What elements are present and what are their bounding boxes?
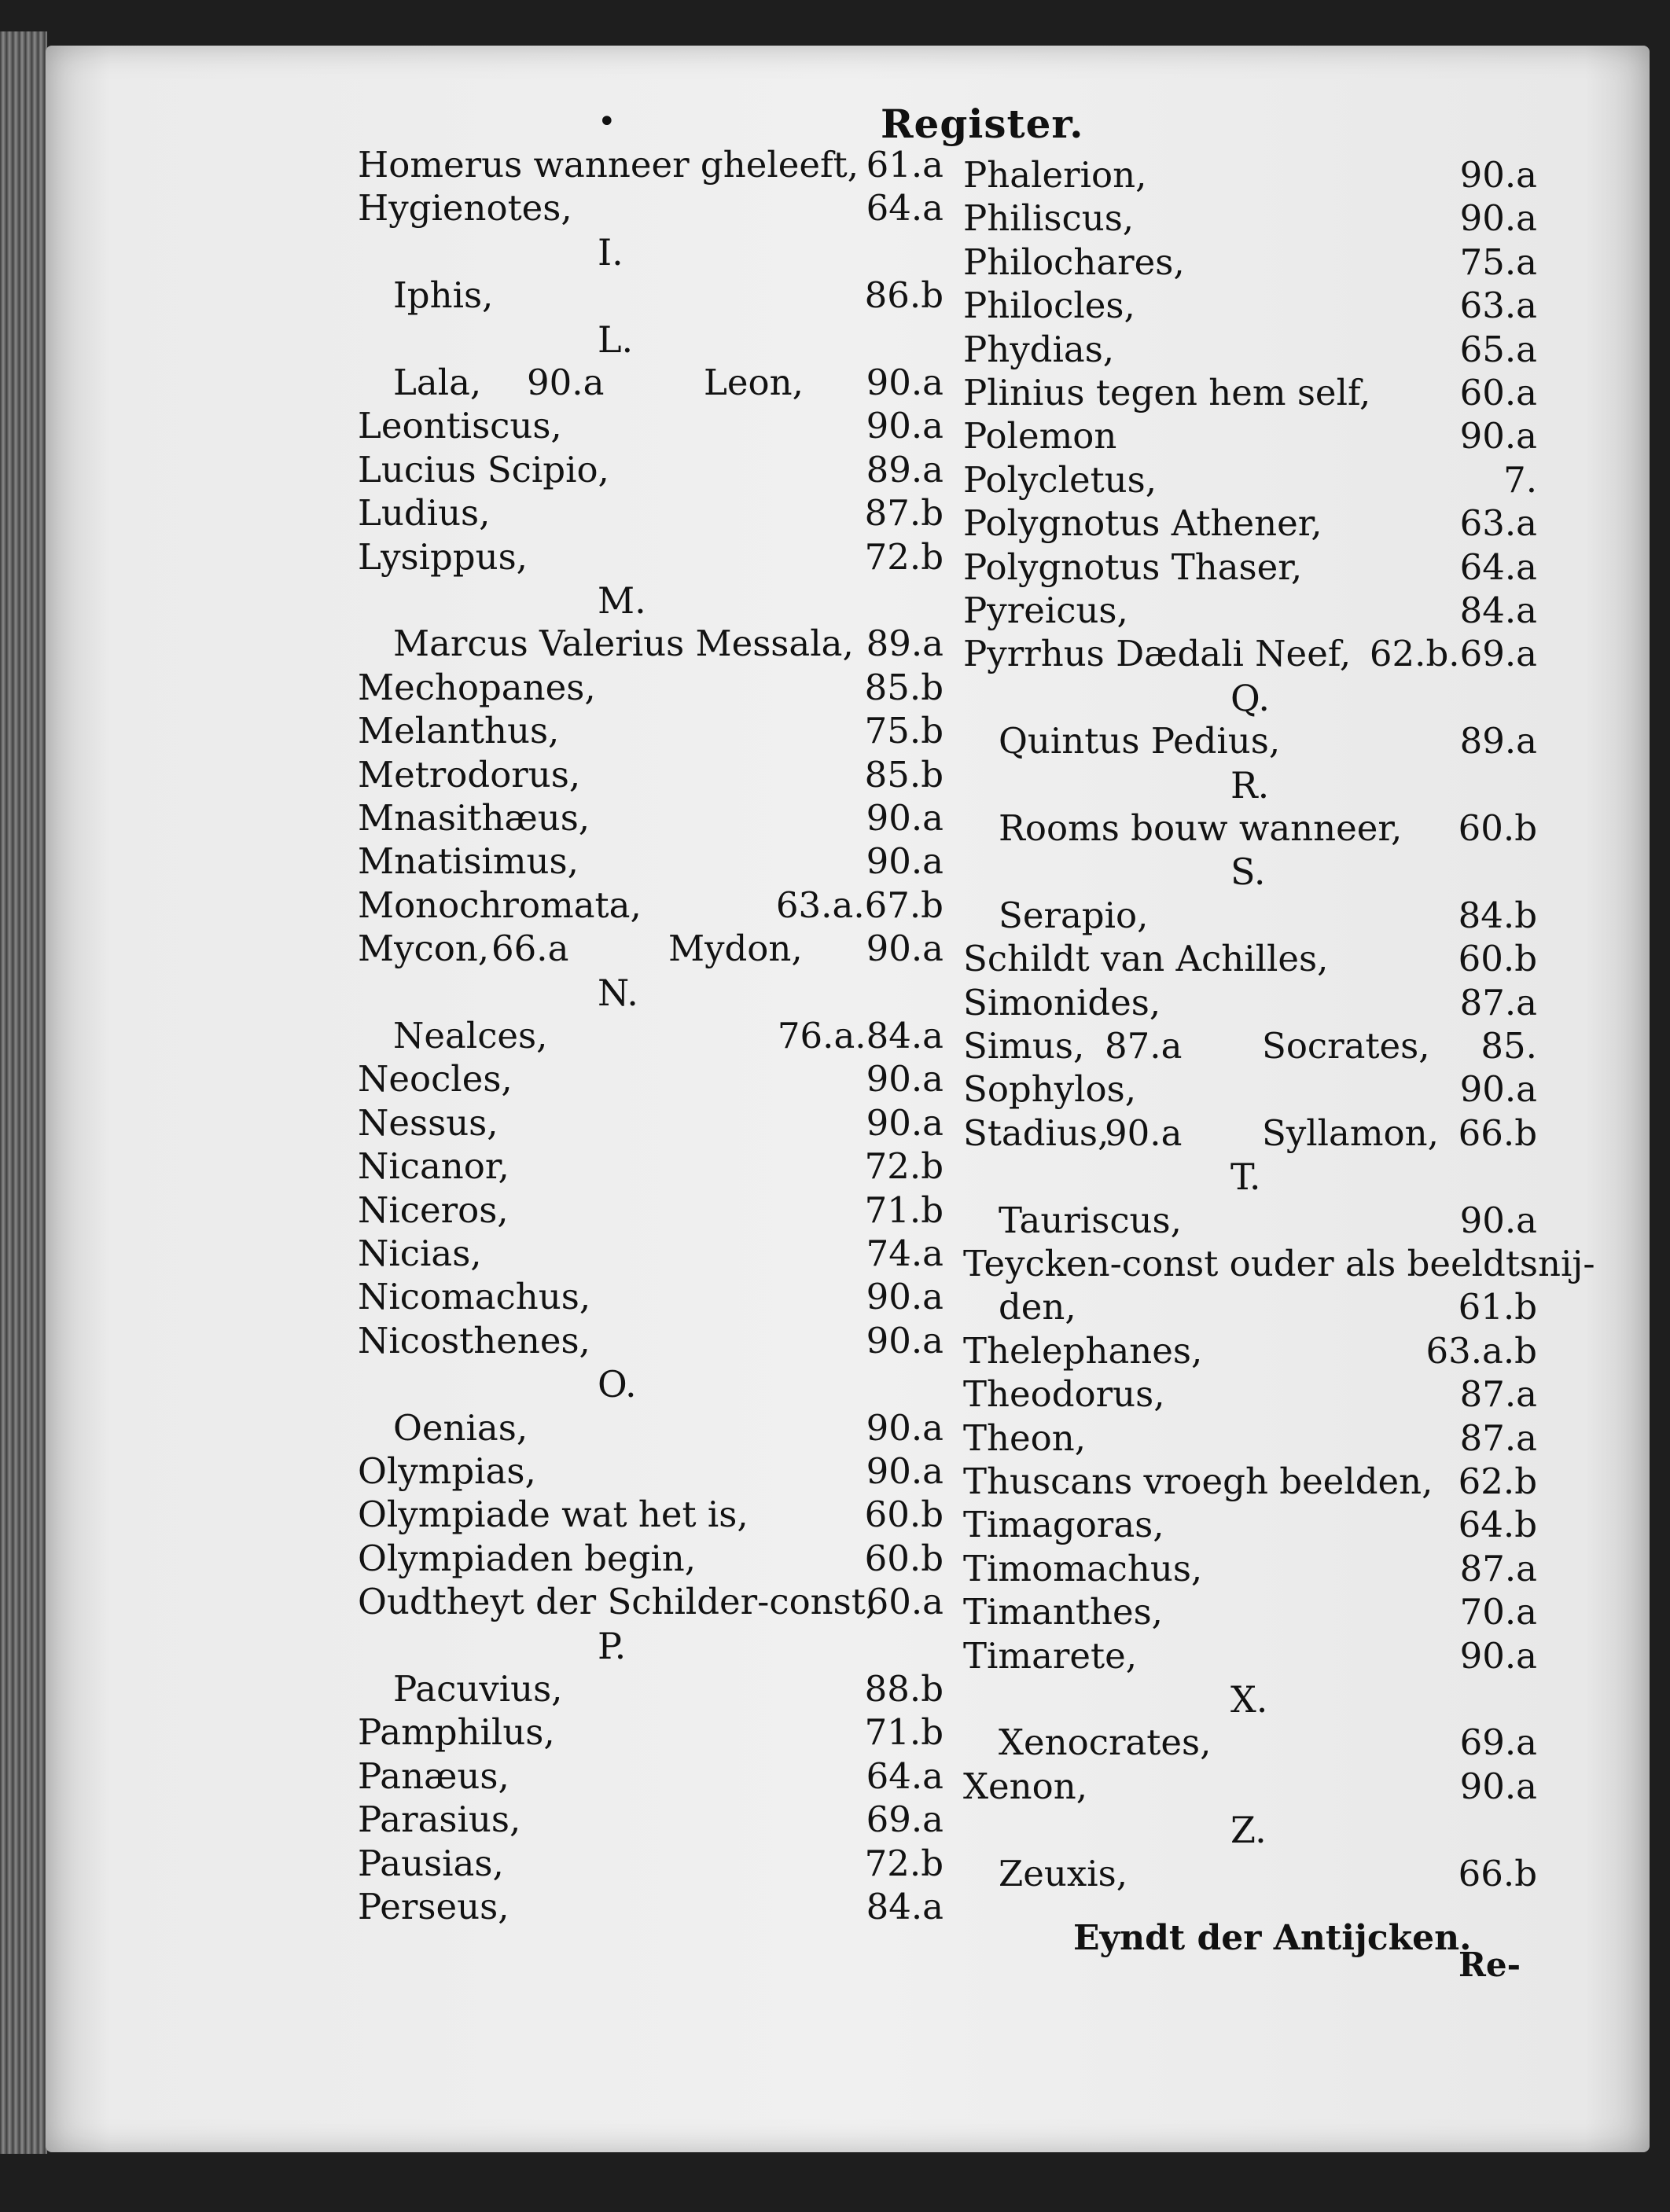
index-entry	[963, 328, 1537, 372]
section-letter: P.	[598, 1624, 627, 1667]
entry-page-ref: 71.b	[864, 1189, 944, 1231]
index-entry	[963, 284, 1537, 328]
index-entry	[963, 1372, 1537, 1416]
index-entry	[999, 807, 1537, 851]
entry-name: Mnatisimus,	[358, 840, 579, 883]
index-entry	[358, 666, 944, 710]
entry-page-ref: 75.a	[1459, 241, 1537, 283]
index-entry	[358, 1145, 944, 1189]
entry-name: Plinius tegen hem self,	[963, 372, 1371, 413]
index-entry	[963, 632, 1537, 676]
entry-name: Pyreicus,	[963, 590, 1128, 631]
entry-name: Syllamon,	[1262, 1112, 1439, 1154]
entry-name: Polycletus,	[963, 458, 1157, 501]
entry-page-ref: 60.a	[1459, 372, 1537, 413]
section-letter: M.	[598, 579, 646, 622]
entry-name: Metrodorus,	[358, 753, 581, 796]
entry-page-ref: 65.a	[1459, 328, 1537, 370]
entry-name: den,	[999, 1286, 1076, 1328]
entry-name: Melanthus,	[358, 710, 560, 752]
entry-page-ref: 90.a	[866, 840, 944, 883]
index-entry	[999, 1721, 1537, 1765]
index-entry	[963, 1329, 1537, 1373]
entry-name: Timanthes,	[963, 1591, 1163, 1633]
index-entry	[358, 1885, 944, 1929]
entry-name: Olympiaden begin,	[358, 1537, 697, 1579]
index-entry	[358, 1232, 944, 1276]
index-entry	[358, 535, 944, 579]
entry-page-ref: 90.a	[1459, 415, 1537, 457]
entry-name: Philocles,	[963, 285, 1135, 327]
index-entry	[358, 1189, 944, 1233]
entry-page-ref: 70.a	[1459, 1591, 1537, 1633]
entry-name: Serapio,	[999, 894, 1149, 936]
catchword: Re-	[1458, 1946, 1521, 1984]
page-title: Register.	[881, 101, 1084, 147]
index-entry	[963, 197, 1537, 241]
entry-page-ref: 74.a	[866, 1233, 944, 1274]
entry-name: Oenias,	[393, 1406, 528, 1449]
entry-name: Mechopanes,	[358, 666, 596, 708]
index-entry	[358, 1450, 944, 1494]
section-letter: S.	[1230, 851, 1266, 894]
index-entry	[963, 241, 1537, 285]
entry-page-ref: 87.a	[1459, 1547, 1537, 1589]
entry-page-ref: 87.a	[1459, 981, 1537, 1023]
index-entry	[963, 981, 1537, 1025]
index-entry	[358, 1710, 944, 1755]
index-entry	[358, 1057, 944, 1101]
entry-page-ref: 61.a	[866, 144, 944, 186]
entry-page-ref: 84.b	[1458, 894, 1537, 936]
entry-page-ref: 89.a	[866, 448, 944, 491]
entry-page-ref: 90.a	[1459, 1634, 1537, 1677]
entry-name: Parasius,	[358, 1799, 521, 1841]
entry-page-ref: 63.a.b	[1425, 1329, 1537, 1372]
entry-name: Pyrrhus Dædali Neef,	[963, 633, 1352, 675]
end-note: Eyndt der Antijcken.	[1073, 1918, 1472, 1958]
entry-page-ref: 87.a	[1105, 1025, 1183, 1067]
index-entry	[963, 1416, 1537, 1461]
entry-name: Lucius Scipio,	[358, 448, 609, 491]
entry-name: Xenon,	[963, 1765, 1088, 1807]
entry-page-ref: 86.b	[864, 274, 944, 317]
index-entry	[999, 894, 1537, 938]
entry-page-ref: 64.a	[1459, 546, 1537, 588]
entry-page-ref: 90.a	[866, 1406, 944, 1449]
entry-page-ref: 60.b	[864, 1494, 944, 1536]
index-entry	[358, 1842, 944, 1886]
entry-name: Pausias,	[358, 1842, 504, 1884]
entry-page-ref: 90.a	[866, 405, 944, 447]
entry-page-ref: 62.b	[1458, 1461, 1537, 1502]
entry-page-ref: 89.a	[866, 623, 944, 665]
index-entry	[999, 1852, 1537, 1896]
index-entry	[358, 1537, 944, 1581]
index-entry	[963, 546, 1537, 590]
index-entry	[963, 1067, 1537, 1112]
index-entry	[963, 458, 1537, 502]
entry-page-ref: 90.a	[866, 1058, 944, 1100]
entry-name: Lysippus,	[358, 535, 528, 578]
entry-name: Olympiade wat het is,	[358, 1494, 749, 1536]
index-entry	[358, 1275, 944, 1319]
entry-name: Nicias,	[358, 1233, 482, 1274]
entry-name: Pamphilus,	[358, 1711, 555, 1754]
entry-name: Nessus,	[358, 1101, 498, 1144]
index-entry	[963, 371, 1537, 415]
entry-page-ref: 85.b	[864, 753, 944, 796]
entry-name: Xenocrates,	[999, 1721, 1212, 1764]
entry-name: Phalerion,	[963, 154, 1147, 196]
entry-page-ref: 90.a	[1105, 1112, 1183, 1154]
entry-page-ref: 90.a	[1459, 1199, 1537, 1241]
entry-page-ref: 72.b	[864, 535, 944, 578]
entry-name: Simonides,	[963, 981, 1161, 1023]
index-entry	[963, 589, 1537, 633]
entry-page-ref: 85.	[1481, 1025, 1537, 1067]
entry-page-ref: 90.a	[866, 362, 944, 403]
section-letter: I.	[598, 230, 623, 274]
entry-name: Ludius,	[358, 492, 491, 535]
index-entry	[963, 1765, 1537, 1809]
entry-name: Timagoras,	[963, 1504, 1164, 1546]
index-entry	[358, 1319, 944, 1363]
index-entry	[963, 1634, 1537, 1678]
entry-name: Monochromata,	[358, 884, 642, 926]
entry-name: Thelephanes,	[963, 1329, 1203, 1372]
index-entry	[358, 491, 944, 535]
entry-page-ref: 61.b	[1458, 1286, 1537, 1328]
entry-page-ref: 90.a	[1459, 154, 1537, 196]
entry-name: Teycken-const ouder als beeldtsnij-	[963, 1243, 1595, 1284]
entry-page-ref: 66.a	[491, 928, 569, 970]
entry-page-ref: 62.b.69.a	[1369, 633, 1537, 675]
entry-name: Nicanor,	[358, 1145, 509, 1188]
entry-name: Olympias,	[358, 1450, 536, 1492]
entry-name: Rooms bouw wanneer,	[999, 807, 1403, 849]
section-letter: Q.	[1230, 676, 1271, 719]
entry-name: Nicosthenes,	[358, 1319, 590, 1361]
section-letter: Z.	[1230, 1809, 1267, 1852]
index-entry	[358, 884, 944, 928]
entry-page-ref: 7.	[1503, 458, 1537, 501]
entry-page-ref: 89.a	[1459, 720, 1537, 762]
entry-page-ref: 72.b	[864, 1842, 944, 1884]
entry-page-ref: 90.a	[527, 362, 605, 403]
entry-page-ref: 90.a	[866, 797, 944, 839]
index-entry	[358, 1101, 944, 1145]
index-entry	[963, 414, 1537, 458]
entry-page-ref: 84.a	[866, 1886, 944, 1927]
index-entry	[393, 274, 944, 318]
entry-name: Nicomachus,	[358, 1276, 591, 1318]
entry-name: Perseus,	[358, 1886, 509, 1927]
entry-name: Niceros,	[358, 1189, 509, 1231]
entry-name: Philochares,	[963, 241, 1185, 283]
index-entry	[963, 1547, 1537, 1591]
entry-page-ref: 90.a	[866, 928, 944, 970]
entry-name: Mnasithæus,	[358, 797, 590, 839]
entry-name: Theodorus,	[963, 1373, 1165, 1416]
index-entry	[358, 753, 944, 797]
entry-page-ref: 90.a	[1459, 197, 1537, 240]
entry-name: Polygnotus Thaser,	[963, 546, 1303, 588]
entry-page-ref: 75.b	[864, 710, 944, 752]
entry-name: Simus,	[963, 1025, 1085, 1067]
index-entry	[963, 502, 1537, 546]
entry-page-ref: 60.b	[1458, 807, 1537, 849]
entry-page-ref: 87.a	[1459, 1373, 1537, 1416]
entry-page-ref: 64.a	[866, 1755, 944, 1797]
entry-page-ref: 87.b	[864, 492, 944, 535]
entry-name: Panæus,	[358, 1755, 509, 1797]
index-entry	[999, 1285, 1537, 1329]
index-entry	[963, 1590, 1537, 1634]
index-entry	[393, 622, 944, 666]
index-entry	[963, 937, 1537, 981]
entry-page-ref: 72.b	[864, 1145, 944, 1188]
entry-name: Leon,	[704, 362, 804, 403]
book-binding	[0, 31, 47, 2154]
entry-name: Phydias,	[963, 328, 1115, 370]
index-entry	[358, 404, 944, 448]
entry-name: Homerus wanneer gheleeft,	[358, 144, 859, 186]
index-entry	[999, 719, 1537, 763]
entry-page-ref: 60.a	[866, 1581, 944, 1623]
index-entry	[393, 1406, 944, 1450]
entry-page-ref: 76.a.84.a	[777, 1015, 944, 1056]
index-entry	[393, 361, 944, 405]
entry-name: Schildt van Achilles,	[963, 938, 1329, 980]
entry-name: Philiscus,	[963, 197, 1135, 240]
entry-name: Lala,	[393, 362, 482, 403]
entry-name: Mydon,	[668, 928, 803, 970]
entry-page-ref: 66.b	[1458, 1112, 1537, 1154]
index-entry	[963, 1242, 1595, 1286]
entry-page-ref: 63.a	[1459, 502, 1537, 545]
entry-page-ref: 60.b	[1458, 938, 1537, 980]
entry-name: Mycon,	[358, 928, 490, 970]
entry-name: Theon,	[963, 1416, 1087, 1459]
entry-page-ref: 87.a	[1459, 1416, 1537, 1459]
entry-name: Stadius,	[963, 1112, 1109, 1154]
index-entry	[358, 1755, 944, 1799]
index-entry	[358, 448, 944, 492]
header-mark: •	[598, 104, 616, 140]
index-entry	[358, 1493, 944, 1537]
entry-name: Polygnotus Athener,	[963, 502, 1322, 545]
section-letter: R.	[1230, 763, 1270, 807]
entry-page-ref: 90.a	[866, 1101, 944, 1144]
entry-name: Polemon	[963, 415, 1117, 457]
index-entry	[963, 1112, 1537, 1156]
index-entry	[358, 186, 944, 230]
section-letter: X.	[1230, 1678, 1268, 1721]
entry-page-ref: 69.a	[1459, 1721, 1537, 1764]
index-entry	[358, 796, 944, 840]
index-entry	[393, 1014, 944, 1058]
entry-name: Oudtheyt der Schilder-const,	[358, 1581, 877, 1623]
entry-page-ref: 60.b	[864, 1537, 944, 1579]
index-entry	[358, 1580, 944, 1624]
entry-name: Timomachus,	[963, 1547, 1203, 1589]
entry-name: Pacuvius,	[393, 1668, 563, 1710]
entry-name: Nealces,	[393, 1015, 548, 1056]
index-entry	[358, 709, 944, 753]
section-letter: N.	[598, 971, 638, 1014]
entry-page-ref: 66.b	[1458, 1852, 1537, 1894]
entry-page-ref: 63.a	[1459, 285, 1537, 327]
entry-page-ref: 71.b	[864, 1711, 944, 1754]
index-entry	[358, 840, 944, 884]
entry-name: Sophylos,	[963, 1068, 1137, 1111]
entry-page-ref: 64.b	[1458, 1504, 1537, 1546]
index-entry	[393, 1667, 944, 1711]
entry-name: Iphis,	[393, 274, 494, 317]
index-entry	[963, 1460, 1537, 1504]
entry-name: Socrates,	[1262, 1025, 1430, 1067]
entry-page-ref: 64.a	[866, 187, 944, 230]
entry-page-ref: 63.a.67.b	[775, 884, 944, 926]
entry-page-ref: 88.b	[864, 1668, 944, 1710]
entry-name: Quintus Pedius,	[999, 720, 1281, 762]
entry-page-ref: 90.a	[1459, 1765, 1537, 1807]
entry-page-ref: 69.a	[866, 1799, 944, 1841]
entry-page-ref: 90.a	[866, 1319, 944, 1361]
entry-name: Thuscans vroegh beelden,	[963, 1461, 1433, 1502]
entry-name: Tauriscus,	[999, 1199, 1182, 1241]
entry-page-ref: 90.a	[1459, 1068, 1537, 1111]
entry-name: Marcus Valerius Messala,	[393, 623, 854, 665]
index-entry	[963, 153, 1537, 197]
index-entry	[358, 1798, 944, 1842]
entry-page-ref: 90.a	[866, 1276, 944, 1318]
section-letter: T.	[1230, 1156, 1261, 1199]
index-entry	[358, 927, 944, 971]
index-entry	[963, 1503, 1537, 1547]
entry-name: Leontiscus,	[358, 405, 562, 447]
index-entry	[999, 1199, 1537, 1243]
entry-name: Timarete,	[963, 1634, 1138, 1677]
entry-name: Hygienotes,	[358, 187, 572, 230]
entry-page-ref: 85.b	[864, 666, 944, 708]
entry-page-ref: 90.a	[866, 1450, 944, 1492]
section-letter: O.	[598, 1363, 637, 1406]
entry-page-ref: 84.a	[1459, 590, 1537, 631]
index-entry	[358, 143, 944, 187]
index-entry	[963, 1024, 1537, 1068]
entry-name: Zeuxis,	[999, 1852, 1128, 1894]
section-letter: L.	[598, 318, 634, 361]
entry-name: Neocles,	[358, 1058, 513, 1100]
